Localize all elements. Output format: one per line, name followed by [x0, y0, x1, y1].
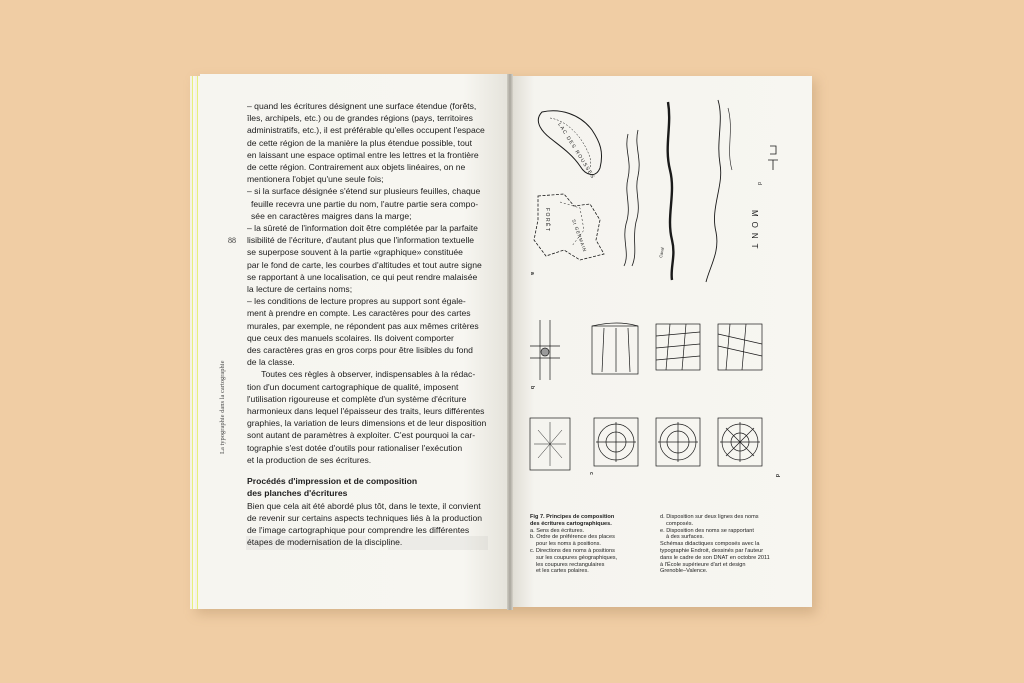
- text-line: de cette région. Contrairement aux objets linéaires, on ne: [247, 162, 466, 173]
- caption-title: des écritures cartographiques.: [530, 520, 612, 527]
- text-line: par le fond de carte, les courbes d'altitudes et tout autre signe: [247, 259, 482, 270]
- caption-line: dans le cadre de son DNAT en octobre 2011: [660, 554, 770, 561]
- running-head: La typographie dans la cartographie: [219, 360, 226, 454]
- caption-line: b. Ordre de préférence des places: [530, 534, 615, 541]
- figure-c-polar: [520, 408, 790, 488]
- section-heading: Procédés d'impression et de composition: [247, 476, 418, 487]
- page-number: 88: [228, 236, 236, 245]
- caption-line: typographie Endroit, dessinés par l'auteur: [660, 547, 764, 554]
- text-line: lisibilité de l'écriture, d'autant plus que l'information textuelle: [247, 235, 475, 246]
- text-line: en laissant une espace optimal entre les lettres et la frontière: [247, 149, 479, 160]
- caption-line: a. Sens des écritures.: [530, 527, 585, 534]
- text-line: mentionera l'objet qu'une seule fois;: [247, 174, 384, 185]
- text-line: de l'image cartographique pour comprendre les différentes: [247, 524, 470, 535]
- caption-title: Fig 7. Principes de composition: [530, 514, 615, 520]
- figure-letter-b: b: [529, 386, 535, 390]
- caption-line: d. Disposition sur deux lignes des noms: [660, 514, 759, 520]
- text-line: administratifs, etc.), il est préférable qu'elles occupent l'espace: [247, 125, 485, 136]
- text-line: l'utilisation rigoureuse et complète d'un système d'écriture: [247, 393, 467, 404]
- text-line: tion d'un document cartographique de qualité, imposent: [247, 381, 459, 392]
- text-line: – les conditions de lecture propres au support sont égale-: [247, 296, 466, 307]
- section-heading: des planches d'écritures: [247, 488, 348, 499]
- caption-line: à des surfaces.: [666, 534, 704, 541]
- text-line: Bien que cela ait été abordé plus tôt, dans le texte, il convient: [247, 500, 481, 511]
- text-line: de revenir sur certains aspects techniques liés à la production: [247, 512, 483, 523]
- caption-line: e. Disposition des noms se rapportant: [660, 527, 754, 534]
- text-line: graphies, la variation de leurs dimensions et de leur disposition: [247, 418, 487, 429]
- map-label-mont: MONT: [750, 210, 759, 254]
- text-line: la lecture de certains noms;: [247, 284, 353, 295]
- caption-line: et les cartes polaires.: [536, 568, 589, 575]
- text-line: – quand les écritures désignent une surface étendue (forêts,: [247, 101, 477, 111]
- text-line: étapes de modernisation de la discipline.: [247, 537, 403, 548]
- text-line: feuille recevra une partie du nom, l'autre partie sera compo-: [251, 198, 479, 209]
- map-label-lac: LAC DES ROUSSES: [556, 121, 596, 181]
- map-label-canal: Canal: [658, 247, 665, 259]
- text-line: se rapportant à une localisation, ce qui peut rendre malaisée: [247, 271, 478, 282]
- caption-line: Schémas didactiques composés avec la: [660, 541, 760, 548]
- figure-letter-d: d: [774, 474, 780, 478]
- map-label-foret: FORÊT: [544, 208, 550, 233]
- text-line: – la sûreté de l'information doit être complétée par la parfaite: [247, 223, 478, 234]
- text-line: de la classe.: [247, 357, 295, 368]
- figure-caption-right: [660, 514, 770, 575]
- text-line: Toutes ces règles à observer, indispensables à la rédac-: [247, 369, 476, 380]
- text-line: que ceux des manuels scolaires. Ils doivent comporter: [247, 332, 454, 343]
- text-line: se superpose souvent à la partie «graphique» constituée: [247, 247, 463, 258]
- figure-caption-left: [530, 514, 617, 575]
- text-line: ment à prendre en compte. Les caractères pour des cartes: [247, 308, 471, 319]
- caption-line: Grenoble–Valence.: [660, 568, 708, 575]
- book-gutter: [507, 74, 513, 610]
- text-line: murales, par exemple, ne répondent pas aux mêmes critères: [247, 320, 479, 331]
- caption-line: c. Directions des noms à positions: [530, 547, 615, 554]
- caption-line: les coupures rectangulaires: [536, 561, 605, 568]
- figure-a-maps: [520, 90, 790, 290]
- caption-line: pour les noms à positions.: [536, 541, 601, 548]
- map-label-st-germain: St GERMAIN: [571, 218, 588, 253]
- text-line: sée en caractères maigres dans la marge;: [251, 210, 412, 221]
- text-line: des caractères gras en gros corps pour être lisibles du fond: [247, 345, 473, 356]
- body-text: [247, 100, 487, 548]
- text-line: sont autant de paramètres à exploiter. C'est pourquoi la car-: [247, 430, 476, 441]
- figure-letter-a: a: [529, 272, 535, 275]
- text-line: harmonieux dans lequel l'épaisseur des traits, leurs différentes: [247, 406, 485, 417]
- text-line: îles, archipels, etc.) ou de grandes régions (pays, territoires: [247, 113, 473, 124]
- text-line: et la production de ses écritures.: [247, 454, 372, 465]
- text-line: tographie s'est dotée d'outils pour rationaliser l'exécution: [247, 442, 463, 453]
- map-label-d: d: [756, 182, 762, 185]
- caption-line: composés.: [666, 520, 694, 527]
- caption-line: sur les coupures géographiques,: [536, 554, 618, 561]
- text-line: de cette région de la manière la plus étendue possible, tout: [247, 137, 473, 148]
- figure-letter-c: c: [588, 472, 594, 475]
- caption-line: à l'École supérieure d'art et design: [660, 561, 746, 568]
- text-line: – si la surface désignée s'étend sur plusieurs feuilles, chaque: [247, 186, 481, 197]
- figure-b-grids: [520, 310, 790, 400]
